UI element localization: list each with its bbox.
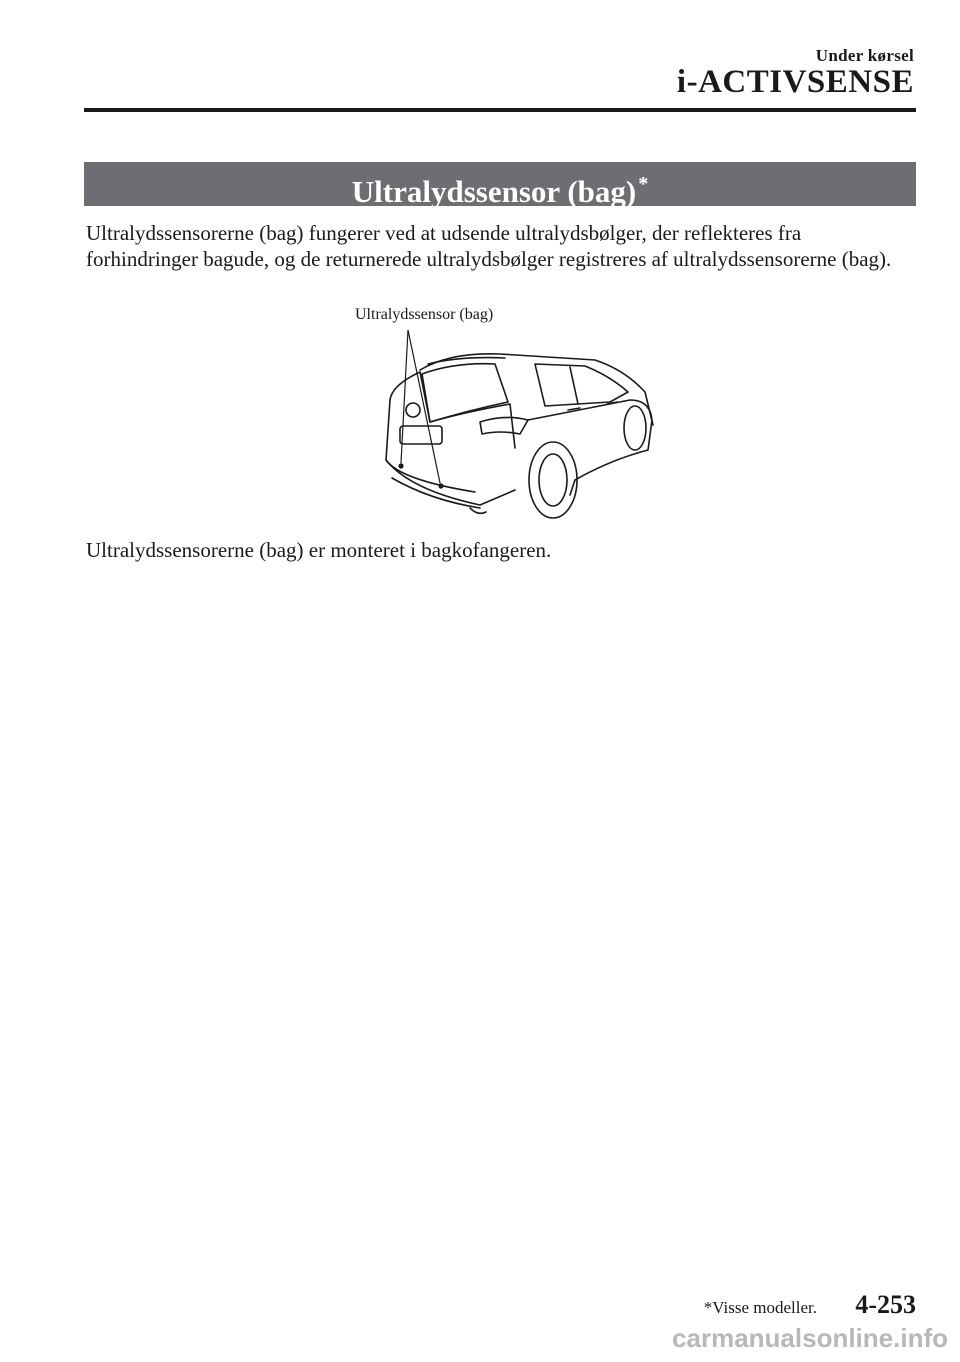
header-rule bbox=[84, 108, 916, 112]
section-heading-text: Ultralydssensor (bag) bbox=[351, 174, 637, 209]
chapter-title: Under kørsel bbox=[815, 46, 914, 65]
footnote-marker: * bbox=[638, 173, 649, 195]
footnote: *Visse modeller. bbox=[703, 1298, 817, 1317]
suv-rear-view-icon bbox=[370, 330, 660, 530]
mounting-paragraph: Ultralydssensorerne (bag) er monteret i bagkofangeren. bbox=[86, 538, 552, 562]
section-title: i-ACTIVSENSE bbox=[676, 64, 914, 100]
section-heading bbox=[84, 162, 916, 209]
intro-paragraph: Ultralydssensorerne (bag) fungerer ved at udsende ultralydsbølger, der reflekteres fra forhindringer bagude, og de returnerede ultralydsbølger registreres af ultralydssensorerne (bag). bbox=[86, 221, 892, 271]
page-number: 4-253 bbox=[855, 1290, 916, 1319]
figure-callout-label: Ultralydssensor (bag) bbox=[355, 306, 494, 323]
watermark: carmanualsonline.info bbox=[672, 1323, 948, 1353]
